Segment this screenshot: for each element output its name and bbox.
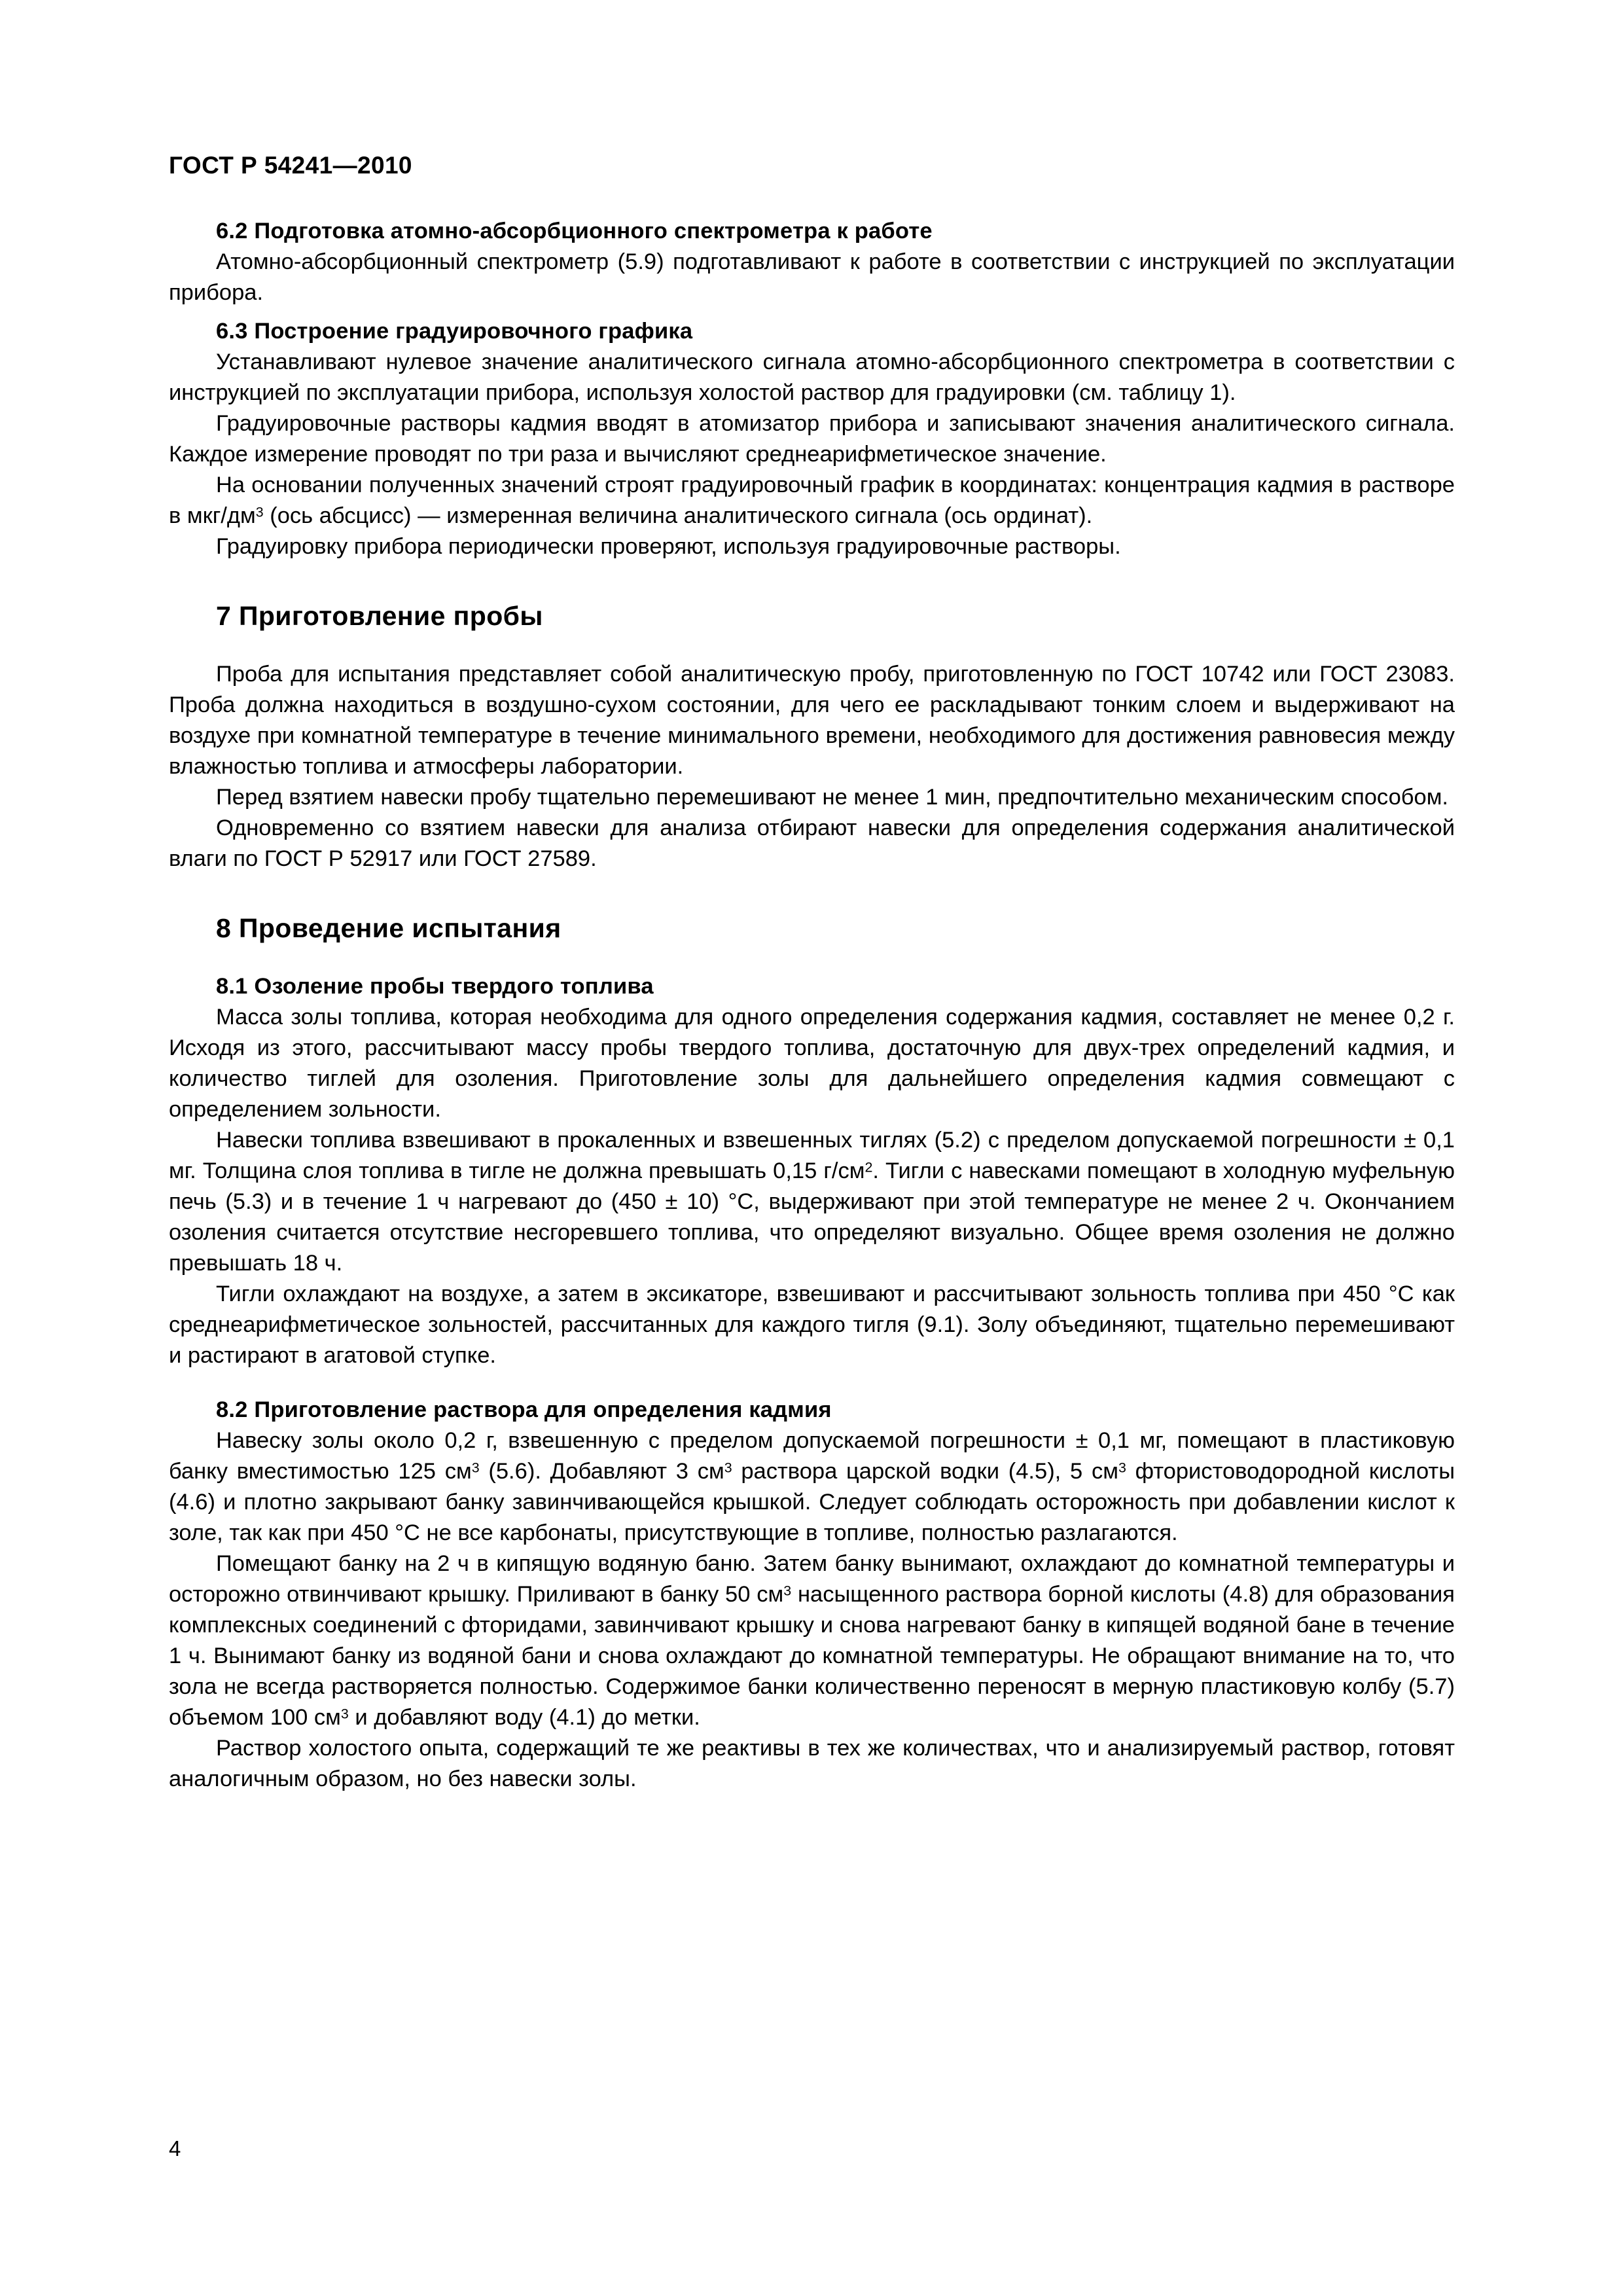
paragraph-6-3-1: Устанавливают нулевое значение аналитического сигнала атомно-абсорбционного спектрометра в соответствии с инструкцией по эксплуатации прибора, используя холостой раствор для градуировки (см. таблицу 1). [169, 350, 1455, 405]
standard-header: ГОСТ Р 54241—2010 [169, 152, 412, 179]
paragraph-8-2-1-part-a: Навеску золы около 0,2 г, взвешенную с пределом допускаемой погрешности ± 0,1 мг, помещают в пластиковую банку вместимостью 125 см [169, 1428, 1455, 1484]
paragraph-8-2-2-part-b: насыщенного раствора борной кислоты (4.8) для образования комплексных соединений с фторидами, завинчивают крышку и снова нагревают банку в кипящей водяной бане в течение 1 ч. Вынимают банку из водяной бани и снова охлаждают до комнатной температуры. Не обращают внимание на то, что зола не всегда растворяется полностью. Содержимое банки количественно переносят в мерную пластиковую колбу (5.7) объемом 100 см [169, 1582, 1455, 1730]
paragraph-7-1: Проба для испытания представляет собой аналитическую пробу, приготовленную по ГОСТ 10742 или ГОСТ 23083. Проба должна находиться в воздушно-сухом состоянии, для чего ее раскладывают тонким слоем и выдерживают на воздухе при комнатной температуре в течение минимального времени, необходимого для достижения равновесия между влажностью топлива и атмосферы лаборатории. [169, 662, 1455, 779]
paragraph-7-2: Перед взятием навески пробу тщательно перемешивают не менее 1 мин, предпочтительно механическим способом. [216, 785, 1449, 810]
heading-6-2: 6.2 Подготовка атомно-абсорбционного спектрометра к работе [216, 219, 933, 243]
paragraph-8-1-3: Тигли охлаждают на воздухе, а затем в эксикаторе, взвешивают и рассчитывают зольность топлива при 450 °С как среднеарифметическое зольностей, рассчитанных для каждого тигля (9.1). Золу объединяют, тщательно перемешивают и растирают в агатовой ступке. [169, 1282, 1455, 1368]
superscript-cubic-5: 3 [340, 1706, 349, 1722]
heading-8-2: 8.2 Приготовление раствора для определения кадмия [216, 1397, 832, 1422]
paragraph-8-2-1-part-b: (5.6). Добавляют 3 см [479, 1459, 724, 1484]
paragraph-6-3-2: Градуировочные растворы кадмия вводят в атомизатор прибора и записывают значения аналитического сигнала. Каждое измерение проводят по три раза и вычисляют среднеарифметическое значение. [169, 411, 1455, 467]
paragraph-8-2-3: Раствор холостого опыта, содержащий те же реактивы в тех же количествах, что и анализируемый раствор, готовят аналогичным образом, но без навески золы. [169, 1736, 1455, 1791]
paragraph-8-2-2-part-c: и добавляют воду (4.1) до метки. [348, 1705, 700, 1730]
paragraph-8-1-2 [169, 1125, 1455, 1279]
superscript-cubic-2: 3 [724, 1460, 732, 1476]
paragraph-8-2-1-part-c: раствора царской водки (4.5), 5 см [732, 1459, 1118, 1484]
paragraph-6-3-3 [169, 470, 1455, 531]
paragraph-7-3: Одновременно со взятием навески для анализа отбирают навески для определения содержания аналитической влаги по ГОСТ Р 52917 или ГОСТ 27589. [169, 816, 1455, 871]
superscript-cubic-1: 3 [471, 1460, 480, 1476]
paragraph-6-3-3-part-b: (ось абсцисс) — измеренная величина аналитического сигнала (ось ординат). [263, 503, 1093, 528]
paragraph-8-1-1: Масса золы топлива, которая необходима для одного определения содержания кадмия, составляет не менее 0,2 г. Исходя из этого, рассчитывают массу пробы твердого топлива, достаточную для двух-трех определений кадмия, и количество тиглей для озоления. Приготовление золы для дальнейшего определения кадмия совмещают с определением зольности. [169, 1005, 1455, 1122]
paragraph-6-2-1: Атомно-абсорбционный спектрометр (5.9) подготавливают к работе в соответствии с инструкцией по эксплуатации прибора. [169, 249, 1455, 305]
heading-8: 8 Проведение испытания [216, 913, 562, 943]
document-body [169, 216, 1455, 1795]
superscript-cubic-4: 3 [783, 1583, 792, 1599]
paragraph-6-3-3-part-a: На основании полученных значений строят градуировочный график в координатах: концентрация кадмия в растворе в мкг/дм [169, 473, 1455, 528]
heading-8-1: 8.1 Озоление пробы твердого топлива [216, 974, 654, 999]
heading-6-3: 6.3 Построение градуировочного графика [216, 319, 693, 344]
heading-7: 7 Приготовление пробы [216, 601, 543, 631]
paragraph-6-3-4: Градуировку прибора периодически проверяют, используя градуировочные растворы. [216, 534, 1121, 559]
paragraph-8-1-2-part-a: Навески топлива взвешивают в прокаленных и взвешенных тиглях (5.2) с пределом допускаемой погрешности ± 0,1 мг. Толщина слоя топлива в тигле не должна превышать 0,15 г/см [169, 1128, 1455, 1183]
superscript-cubic: 3 [255, 504, 264, 520]
superscript-cubic-3: 3 [1118, 1460, 1126, 1476]
paragraph-8-2-2 [169, 1549, 1455, 1733]
paragraph-8-2-1 [169, 1426, 1455, 1549]
paragraph-8-1-2-part-b: . Тигли с навесками помещают в холодную муфельную печь (5.3) и в течение 1 ч нагревают до (450 ± 10) °С, выдерживают при этой температуре не менее 2 ч. Окончанием озоления считается отсутствие несгоревшего топлива, что определяют визуально. Общее время озоления не должно превышать 18 ч. [169, 1158, 1455, 1276]
paragraph-8-2-2-part-a: Помещают банку на 2 ч в кипящую водяную баню. Затем банку вынимают, охлаждают до комнатной температуры и осторожно отвинчивают крышку. Приливают в банку 50 см [169, 1551, 1455, 1607]
superscript-square: 2 [865, 1159, 873, 1175]
page-number: 4 [169, 2136, 181, 2161]
paragraph-8-2-1-part-d: фтористоводородной кислоты (4.6) и плотно закрывают банку завинчивающейся крышкой. Следует соблюдать осторожность при добавлении кислот к золе, так как при 450 °С не все карбонаты, присутствующие в топливе, полностью разлагаются. [169, 1459, 1455, 1545]
